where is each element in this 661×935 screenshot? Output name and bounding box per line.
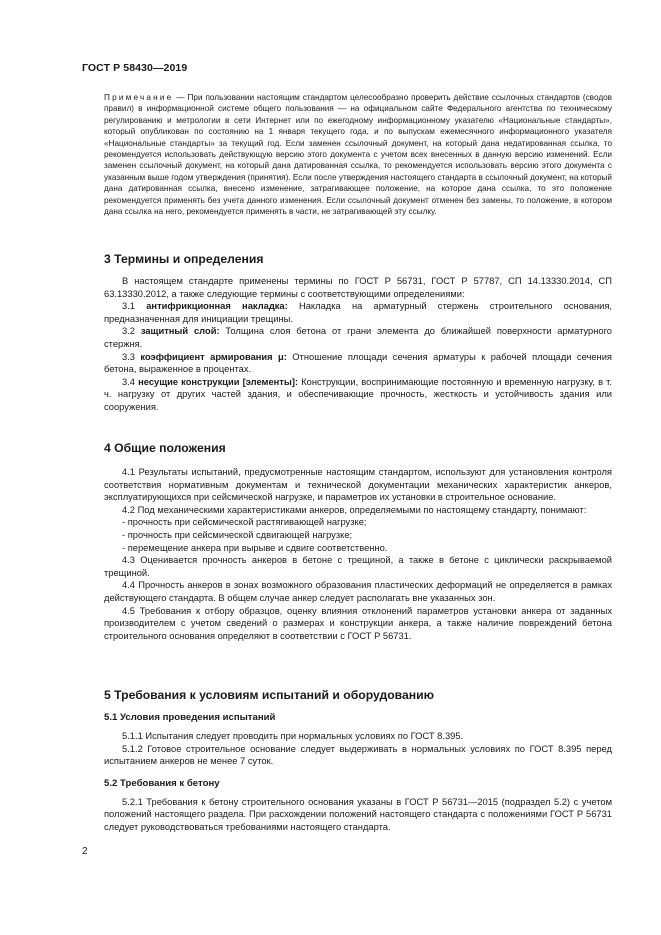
term-3-2: 3.2 защитный слой: Толщина слоя бетона от грани элемента до ближайшей поверхности арматурного стержня. (104, 326, 612, 349)
section-3-title: 3 Термины и определения (104, 252, 264, 266)
term-3-3: 3.3 коэффициент армирования μ: Отношение площади сечения арматуры к рабочей площади сечения бетона, выраженное в процентах. (104, 351, 612, 375)
section-5 (104, 688, 612, 834)
list-item: - прочность при сейсмической сдвигающей нагрузке; (122, 529, 353, 540)
term-3-4: 3.4 несущие конструкции [элементы]: Конструкции, воспринимающие постоянную и временную нагрузку, в т. ч. нагрузку от других частей здания, и обеспечивающие прочность, жесткость и устойчивость здания или сооружения. (104, 376, 612, 412)
subsection-5-2-title: 5.2 Требования к бетону (104, 777, 220, 789)
note-text: — При пользовании настоящим стандартом целесообразно проверить действие ссылочных стандартов (сводов правил) в информационной системе общего пользования — на официальном сайте Федерального агентства по техническому регулированию и метрологии в сети Интернет или по ежегодному информационному указателю «Национальные стандарты», который опубликован по состоянию на 1 января текущего года, и по выпускам ежемесячного информационного указателя «Национальные стандарты» за текущий год. Если заменен ссылочный документ, на который дана недатированная ссылка, то рекомендуется использовать действующую версию этого документа с учетом всех внесенных в данную версию изменений. Если заменен ссылочный документ, на который дана датированная ссылка, то рекомендуется использовать версию этого документа с указанным выше годом утверждения (принятия). Если после утверждения настоящего стандарта в ссылочный документ, на который дана датированная ссылка, внесено изменение, затрагивающее положение, на которое дана ссылка, то это положение рекомендуется применять без учета данного изменения. Если ссылочный документ отменен без замены, то положение, в котором дана ссылка на него, рекомендуется применять в части, не затрагивающей эту ссылку. (104, 93, 612, 217)
clause-5-1-1: 5.1.1 Испытания следует проводить при нормальных условиях по ГОСТ 8.395. (122, 731, 464, 741)
clause-4-2: 4.2 Под механическими характеристиками анкеров, определяемыми по настоящему стандарту, понимают: (122, 504, 587, 515)
page-number: 2 (82, 846, 88, 857)
note-label: Примечание (104, 93, 174, 102)
section-3-intro: В настоящем стандарте применены термины по ГОСТ Р 56731, ГОСТ Р 57787, СП 14.13330.2014, СП 63.13330.2012, а также следующие термины с соответствующими определениями: (104, 276, 612, 299)
clause-5-2-1: 5.2.1 Требования к бетону строительного основания указаны в ГОСТ Р 56731—2015 (подраздел 5.2) с учетом положений настоящего раздела. При расхождении положений настоящего стандарта с положениями ГОСТ Р 56731 следует руководствоваться требованиями настоящего стандарта. (104, 796, 612, 832)
clause-4-3: 4.3 Оценивается прочность анкеров в бетоне с трещиной, а также в бетоне с циклически раскрываемой трещиной. (104, 555, 612, 578)
document-header: ГОСТ Р 58430—2019 (82, 62, 188, 74)
clause-4-1: 4.1 Результаты испытаний, предусмотренные настоящим стандартом, используют для установления контроля соответствия нормативным документам и технической документации механических характеристик анкеров, эксплуатирующихся при сейсмической нагрузке, и параметров их установки в строительное основание. (104, 467, 612, 503)
clause-5-1-2: 5.1.2 Готовое строительное основание следует выдерживать в нормальных условиях по ГОСТ 8.395 перед испытанием анкеров не менее 7 суток. (104, 743, 612, 767)
term-3-1: 3.1 антифрикционная накладка: Накладка на арматурный стержень строительного основания, предназначенная для инициации трещины. (104, 301, 613, 324)
section-4 (104, 441, 612, 642)
section-3 (104, 252, 612, 414)
clause-4-4: 4.4 Прочность анкеров в зонах возможного образования пластических деформаций не определяется в рамках действующего стандарта. В общем случае анкер следует располагать вне указанных зон. (104, 580, 612, 603)
section-4-title: 4 Общие положения (104, 441, 226, 455)
list-item: - прочность при сейсмической растягивающей нагрузке; (122, 517, 367, 528)
list-item: - перемещение анкера при вырыве и сдвиге соответственно. (122, 542, 388, 553)
clause-4-5: 4.5 Требования к отбору образцов, оценку влияния отклонений параметров установки анкера от заданных производителем с учетом сведений о размерах и конструкции анкера, а также наличие повреждений бетона строительного основания определяют в соответствии с ГОСТ Р 56731. (104, 605, 612, 641)
reference-note (104, 92, 612, 217)
section-5-title: 5 Требования к условиям испытаний и оборудованию (104, 688, 435, 702)
subsection-5-1-title: 5.1 Условия проведения испытаний (104, 712, 276, 723)
